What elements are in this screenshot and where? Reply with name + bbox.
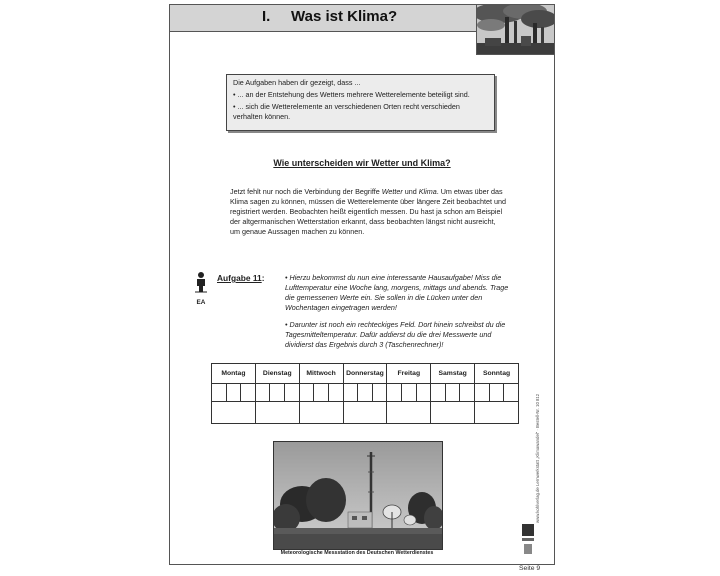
section-heading: Wie unterscheiden wir Wetter und Klima? bbox=[273, 158, 451, 168]
weather-station-photo bbox=[273, 441, 443, 550]
publisher-logo bbox=[520, 520, 536, 560]
measurement-cells[interactable] bbox=[475, 383, 519, 402]
day-header-freitag: Freitag bbox=[387, 364, 431, 384]
temperature-table bbox=[211, 363, 519, 424]
measurement-cells[interactable] bbox=[212, 383, 256, 402]
daily-mean-cell[interactable] bbox=[299, 402, 343, 424]
daily-mean-cell[interactable] bbox=[387, 402, 431, 424]
day-header-donnerstag: Donnerstag bbox=[343, 364, 387, 384]
day-header-samstag: Samstag bbox=[431, 364, 475, 384]
summary-item: • ... sich die Wetterelemente an verschiedenen Orten recht verschieden verhalten können. bbox=[233, 102, 460, 121]
page-number: Seite 9 bbox=[519, 565, 541, 572]
measurement-cells[interactable] bbox=[387, 383, 431, 402]
ea-label: EA bbox=[196, 299, 206, 306]
measurement-cells[interactable] bbox=[255, 383, 299, 402]
day-header-mittwoch: Mittwoch bbox=[299, 364, 343, 384]
measurement-cells[interactable] bbox=[431, 383, 475, 402]
day-header-montag: Montag bbox=[212, 364, 256, 384]
task-label bbox=[217, 273, 264, 283]
task-paragraph: • Hierzu bekommst du nun eine interessante Hausaufgabe! Miss die Lufttemperatur eine Woche lang, morgens, mittags und abends. Trage die gemessenen Werte ein. Sie sollen in die Lücken unter den Wochentagen eingetragen werden! bbox=[285, 273, 509, 312]
intro-text: Jetzt fehlt nur noch die Verbindung der Begriffe bbox=[230, 187, 382, 196]
term-wetter: Wetter bbox=[381, 187, 403, 196]
measurement-cells[interactable] bbox=[299, 383, 343, 402]
task-colon: : bbox=[261, 273, 265, 283]
intro-text: und bbox=[402, 187, 419, 196]
daily-mean-cell[interactable] bbox=[475, 402, 519, 424]
task-number: Aufgabe 11 bbox=[217, 273, 262, 283]
measurement-cells[interactable] bbox=[343, 383, 387, 402]
term-klima: Klima bbox=[418, 187, 437, 196]
photo-caption: Meteorologische Messstation des Deutschen Wetterdienstes bbox=[280, 550, 434, 556]
publisher-side-text: www.kohlverlag.de Lernwerkstatt „Klimawandel“ · Bestell-Nr. 10 812 bbox=[535, 393, 540, 523]
industry-smokestacks-photo bbox=[476, 5, 554, 55]
summary-box bbox=[226, 74, 495, 131]
intro-text: . Um etwas über das Klima sagen zu können, müssen die Wetterelemente über längere Zeit beobachtet und registriert werden. Beobachten heißt eigentlich messen. Du hast ja schon am Beispiel der altgermanischen Wetterstation erkannt, dass beobachten längst nicht ausreicht, um genaue Aussagen machen zu können. bbox=[230, 187, 506, 236]
summary-item: • ... an der Entstehung des Wetters mehrere Wetterelemente beteiligt sind. bbox=[233, 90, 470, 99]
task-instructions bbox=[285, 273, 515, 357]
daily-mean-cell[interactable] bbox=[343, 402, 387, 424]
daily-mean-cell[interactable] bbox=[255, 402, 299, 424]
page-title: Was ist Klima? bbox=[291, 8, 398, 25]
summary-intro: Die Aufgaben haben dir gezeigt, dass ... bbox=[233, 78, 361, 87]
daily-mean-cell[interactable] bbox=[212, 402, 256, 424]
day-header-dienstag: Dienstag bbox=[255, 364, 299, 384]
worksheet-page bbox=[169, 4, 555, 565]
intro-paragraph bbox=[230, 187, 506, 237]
chapter-number: I. bbox=[262, 8, 271, 25]
individual-work-icon bbox=[192, 271, 210, 306]
task-paragraph: • Darunter ist noch ein rechteckiges Feld. Dort hinein schreibst du die Tagesmitteltemperatur. Dafür addierst du die drei Messwerte und dividierst das Ergebnis durch 3 (Taschenrechner)! bbox=[285, 320, 506, 349]
daily-mean-cell[interactable] bbox=[431, 402, 475, 424]
day-header-sonntag: Sonntag bbox=[475, 364, 519, 384]
